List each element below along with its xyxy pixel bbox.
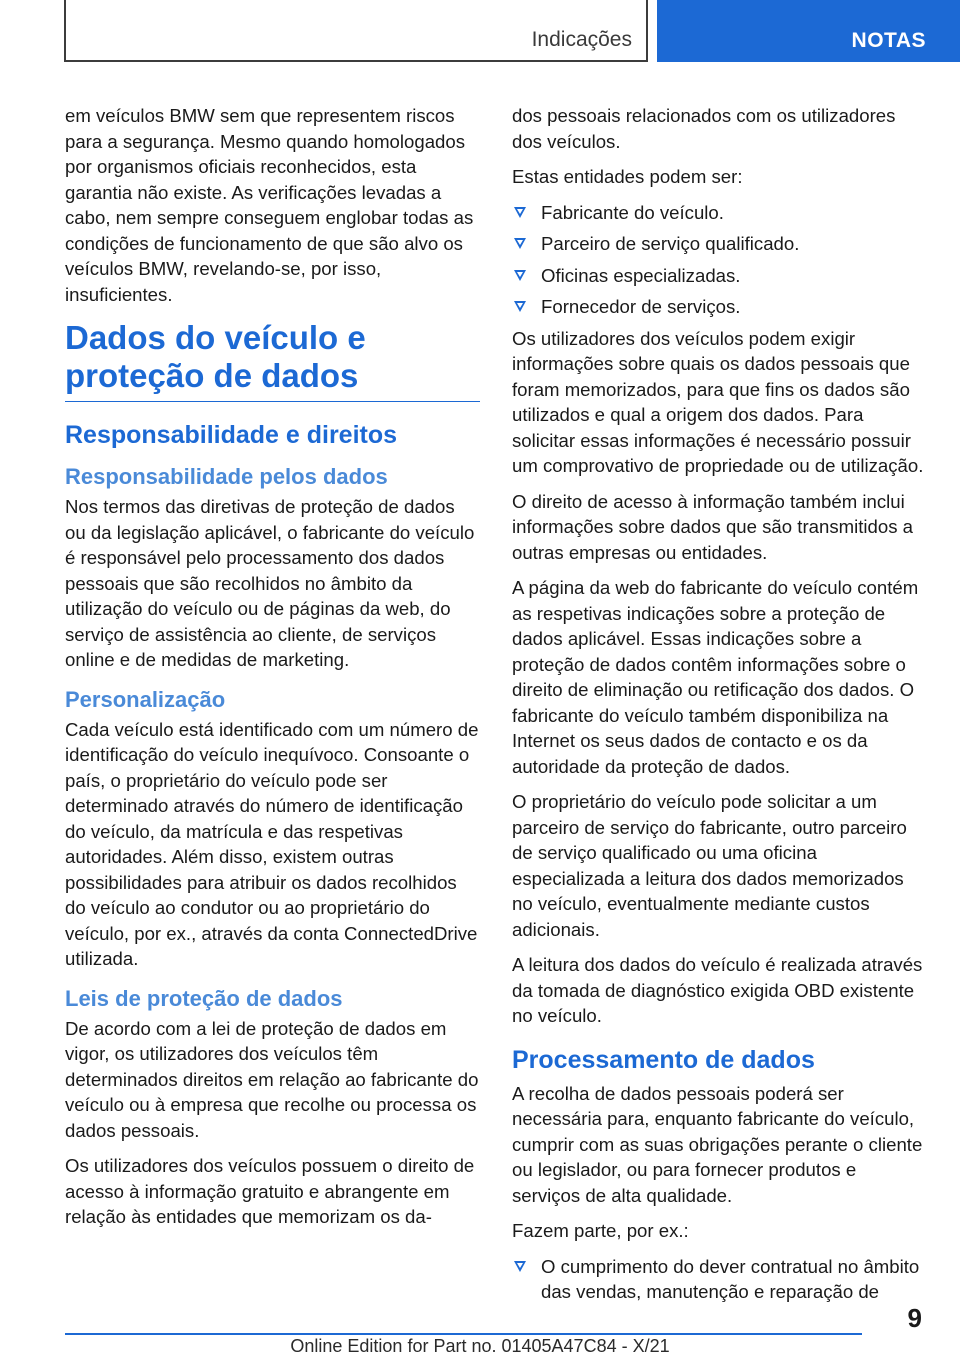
triangle-bullet-icon (514, 207, 526, 218)
entity-list (512, 200, 927, 320)
triangle-bullet-icon (514, 1261, 526, 1272)
paragraph: Nos termos das diretivas de proteção de dados ou da legislação aplicável, o fabricante do veículo é responsável pelo processamento dos dados pessoais que são recolhidos no âmbito da utilização do veículo ou de páginas da web, do serviço de assistência ao cliente, de serviços online e de medidas de marketing. (65, 496, 475, 670)
list-item: Fornecedor de serviços. (512, 294, 927, 320)
list-item: Fabricante do veículo. (512, 200, 927, 226)
examples-list (512, 1254, 927, 1305)
list-item: Oficinas especializadas. (512, 263, 927, 289)
left-column (65, 103, 480, 1240)
header-chapter-label: NOTAS (851, 29, 926, 52)
triangle-bullet-icon (514, 301, 526, 312)
paragraph: A recolha de dados pessoais poderá ser necessária para, enquanto fabricante do veículo, cumprir com as suas obrigações perante o cliente ou legislador, ou para fornecer produtos e serviços de alta qualidade. (512, 1082, 923, 1206)
paragraph: De acordo com a lei de proteção de dados em vigor, os utilizadores dos veículos têm determinados direitos em relação ao fabricante do veículo ou à empresa que recolhe ou processa os dados pessoais. (65, 1017, 479, 1141)
paragraph: Os utilizadores dos veículos podem exigir informações sobre quais os dados pessoais que foram memorizados, para que fins os dados são utilizados e qual a origem dos dados. Para solicitar essas informações é necessário possuir um comprovativo de propriedade ou de utilização. (512, 327, 924, 476)
paragraph: Os utilizadores dos veículos possuem o direito de acesso à informação gratuito e abrangente em relação às entidades que memorizam os da- (65, 1155, 475, 1227)
right-column (512, 103, 927, 1311)
header-chapter-tab (657, 0, 960, 62)
footer-divider (65, 1333, 862, 1335)
subheading-data-responsibility: Responsabilidade pelos dados (65, 464, 388, 489)
paragraph: O proprietário do veículo pode solicitar a um parceiro de serviço do fabricante, outro parceiro de serviço qualificado ou uma oficina especializada a leitura dos dados memorizados no veículo, eventualmente mediante custos adicionais. (512, 791, 907, 940)
triangle-bullet-icon (514, 238, 526, 249)
paragraph: A página da web do fabricante do veículo contém as respetivas indicações sobre a proteção de dados aplicável. Essas indicações sobre a proteção de dados contêm informações sobre o direito de eliminação ou retificação dos dados. O fabricante do veículo também disponibiliza na Internet os seus dados de contacto e os da autoridade da proteção de dados. (512, 577, 919, 777)
page-number: 9 (907, 1303, 922, 1333)
paragraph: dos pessoais relacionados com os utilizadores dos veículos. (512, 105, 896, 152)
paragraph: Estas entidades podem ser: (512, 166, 743, 187)
list-item: Parceiro de serviço qualificado. (512, 231, 927, 257)
triangle-bullet-icon (514, 270, 526, 281)
subheading-personalization: Personalização (65, 686, 226, 712)
footer-edition: Online Edition for Part no. 01405A47C84 - X/21 (290, 1336, 670, 1356)
section-heading-data-processing: Processamento de dados (512, 1045, 815, 1074)
header-section-tab (64, 0, 648, 62)
paragraph: A leitura dos dados do veículo é realizada através da tomada de diagnóstico exigida OBD existente no veículo. (512, 954, 923, 1026)
page-title: Dados do veículo e proteção de dados (65, 319, 480, 402)
paragraph: Fazem parte, por ex.: (512, 1220, 689, 1241)
paragraph: O direito de acesso à informação também inclui informações sobre dados que são transmitidos a outras empresas ou entidades. (512, 490, 914, 563)
section-heading-responsibility: Responsabilidade e direitos (65, 421, 398, 449)
subheading-data-protection-laws: Leis de proteção de dados (65, 985, 343, 1011)
header-section-label: Indicações (531, 28, 632, 51)
intro-paragraph: em veículos BMW sem que representem riscos para a segurança. Mesmo quando homologados por organismos oficiais reconhecidos, esta garantia não existe. As verificações levadas a cabo, nem sempre conseguem englobar todas as condições de funcionamento de que são alvo os veículos BMW, revelando-se, por isso, insuficientes. (65, 105, 474, 305)
list-item: O cumprimento do dever contratual no âmbito das vendas, manutenção e reparação de (512, 1254, 927, 1305)
paragraph: Cada veículo está identificado com um número de identificação do veículo inequívoco. Consoante o país, o proprietário do veículo pode ser determinado através do número de identificação do veículo, da matrícula e das respetivas autoridades. Além disso, existem outras possibilidades para atribuir os dados recolhidos do veículo ao condutor ou ao proprietário do veículo, por ex., através da conta ConnectedDrive utilizada. (65, 718, 479, 969)
